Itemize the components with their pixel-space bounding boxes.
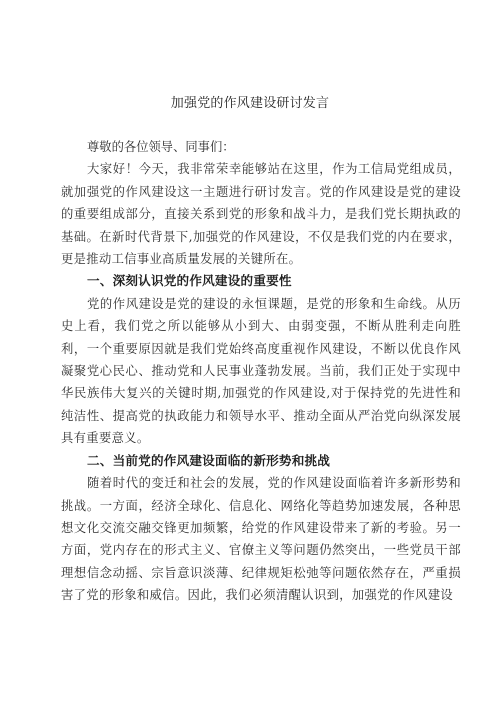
salutation: 尊敬的各位领导、同事们： xyxy=(87,140,235,154)
section-1-paragraph: 党的作风建设是党的建设的永恒课题，是党的形象和生命线。从历史上看，我们党之所以能够从小到大、由弱变强，不断从胜利走向胜利，一个重要原因就是我们党始终高度重视作风建设，不断以优良作风凝聚党心民心、推动党和人民事业蓬勃发展。当前，我们正处于实现中华民族伟大复兴的关键时期,加强党的作风建设,对于保持党的先进性和纯洁性、提高党的执政能力和领导水平、推动全面从严治党向纵深发展具有重要意义。 xyxy=(61,296,461,446)
section-1-heading: 一、深刻认识党的作风建设的重要性 xyxy=(87,273,292,289)
section-2-heading: 二、当前党的作风建设面临的新形势和挑战 xyxy=(87,452,331,468)
document-title: 加强党的作风建设研讨发言 xyxy=(170,96,330,111)
section-2-paragraph: 随着时代的变迁和社会的发展，党的作风建设面临着许多新形势和挑战。一方面，经济全球化、信息化、网络化等趋势加速发展，各种思想文化交流交融交锋更加频繁，给党的作风建设带来了新的考验。另一方面，党内存在的形式主义、官僚主义等问题仍然突出，一些党员干部理想信念动摇、宗旨意识淡薄、纪律规矩松弛等问题依然存在，严重损害了党的形象和威信。因此，我们必须清醒认识到，加强党的作风建设 xyxy=(61,476,461,603)
intro-paragraph: 大家好！今天，我非常荣幸能够站在这里，作为工信局党组成员，就加强党的作风建设这一主题进行研讨发言。党的作风建设是党的建设的重要组成部分，直接关系到党的形象和战斗力，是我们党长期执政的基础。在新时代背景下,加强党的作风建设，不仅是我们党的内在要求，更是推动工信事业高质量发展的关键所在。 xyxy=(61,162,461,267)
document-body xyxy=(61,136,461,607)
